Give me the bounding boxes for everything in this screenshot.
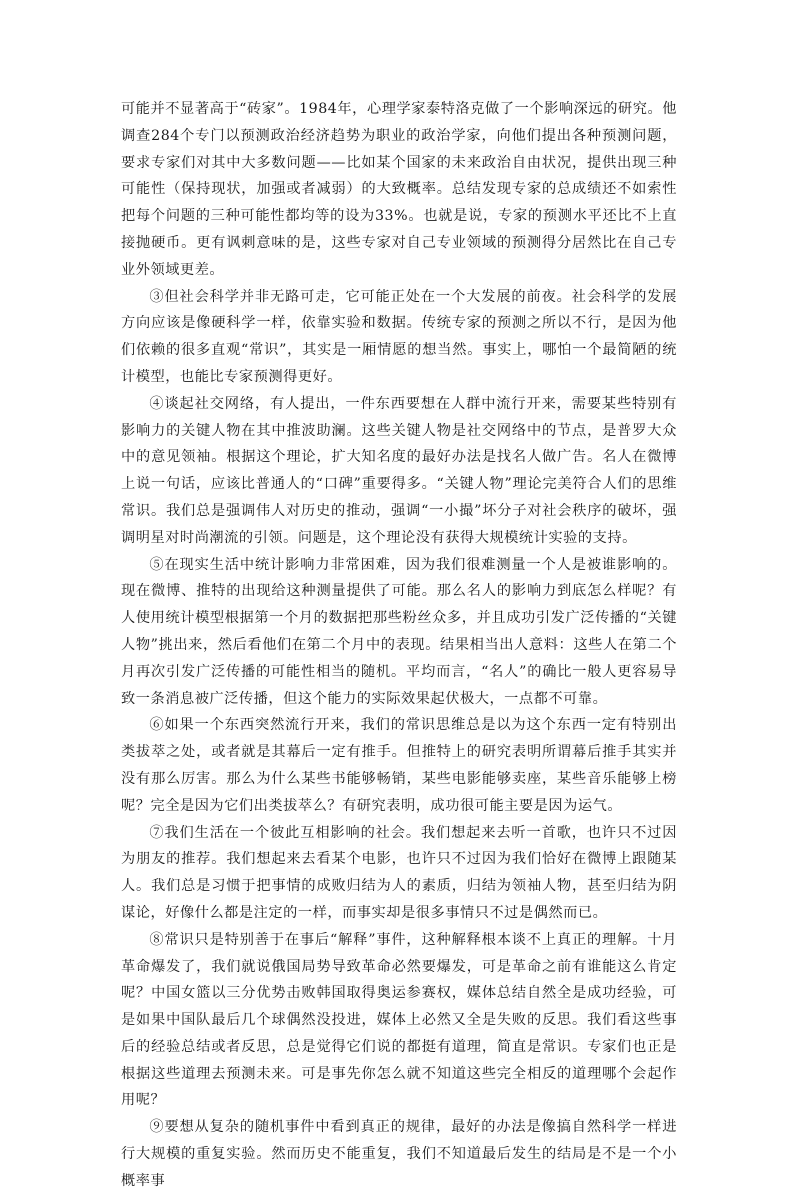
paragraph-7: ⑦我们生活在一个彼此互相影响的社会。我们想起来去听一首歌，也许只不过因为朋友的推荐。我们想起来去看某个电影，也许只不过因为我们恰好在微博上跟随某人。我们总是习惯于把事情的成败归结为人的素质，归结为领袖人物，甚至归结为阴谋论，好像什么都是注定的一样，而事实却是很多事情只不过是偶然而已。 [121,824,677,921]
paragraph-6: ⑥如果一个东西突然流行开来，我们的常识思维总是以为这个东西一定有特别出类拔萃之处，或者就是其幕后一定有推手。但推特上的研究表明所谓幕后推手其实并没有那么厉害。那么为什么某些书能够畅销，某些电影能够卖座，某些音乐能够上榜呢？完全是因为它们出类拔萃么？有研究表明，成功很可能主要是因为运气。 [121,717,677,814]
paragraph-4: ④谈起社交网络，有人提出，一件东西要想在人群中流行开来，需要某些特别有影响力的关键人物在其中推波助澜。这些关键人物是社交网络中的节点，是普罗大众中的意见领袖。根据这个理论，扩大知名度的最好办法是找名人做广告。名人在微博上说一句话，应该比普通人的“口碑”重要得多。“关键人物”理论完美符合人们的思维常识。我们总是强调伟人对历史的推动，强调“一小撮”坏分子对社会秩序的破坏，强调明星对时尚潮流的引领。问题是，这个理论没有获得大规模统计实验的支持。 [121,395,677,546]
article-body [121,96,677,1195]
paragraph-continued: 可能并不显著高于“砖家”。1984年，心理学家泰特洛克做了一个影响深远的研究。他调查284个专门以预测政治经济趋势为职业的政治学家，向他们提出各种预测问题，要求专家们对其中大多数问题——比如某个国家的未来政治自由状况，提供出现三种可能性（保持现状，加强或者减弱）的大致概率。总结发现专家的总成绩还不如索性把每个问题的三种可能性都均等的设为33%。也就是说，专家的预测水平还比不上直接抛硬币。更有讽刺意味的是，这些专家对自己专业领域的预测得分居然比在自己专业外领域更差。 [121,101,677,278]
paragraph-3: ③但社会科学并非无路可走，它可能正处在一个大发展的前夜。社会科学的发展方向应该是像硬科学一样，依靠实验和数据。传统专家的预测之所以不行，是因为他们依赖的很多直观“常识”，其实是一厢情愿的想当然。事实上，哪怕一个最简陋的统计模型，也能比专家预测得更好。 [121,288,677,385]
paragraph-8: ⑧常识只是特别善于在事后“解释”事件，这种解释根本谈不上真正的理解。十月革命爆发了，我们就说俄国局势导致革命必然要爆发，可是革命之前有谁能这么肯定呢？中国女篮以三分优势击败韩国取得奥运参赛权，媒体总结自然全是成功经验，可是如果中国队最后几个球偶然没投进，媒体上必然又全是失败的反思。我们看这些事后的经验总结或者反思，总是觉得它们说的都挺有道理，简直是常识。专家们也正是根据这些道理去预测未来。可是事先你怎么就不知道这些完全相反的道理哪个会起作用呢？ [121,931,677,1109]
paragraph-5: ⑤在现实生活中统计影响力非常困难，因为我们很难测量一个人是被谁影响的。现在微博、推特的出现给这种测量提供了可能。那么名人的影响力到底怎么样呢？有人使用统计模型根据第一个月的数据把那些粉丝众多，并且成功引发广泛传播的“关键人物”挑出来，然后看他们在第二个月中的表现。结果相当出人意料：这些人在第二个月再次引发广泛传播的可能性相当的随机。平均而言，“名人”的确比一般人更容易导致一条消息被广泛传播，但这个能力的实际效果起伏极大，一点都不可靠。 [121,556,677,707]
paragraph-9: ⑨要想从复杂的随机事件中看到真正的规律，最好的办法是像搞自然科学一样进行大规模的重复实验。然而历史不能重复，我们不知道最后发生的结局是不是一个小概率事 [121,1119,677,1189]
